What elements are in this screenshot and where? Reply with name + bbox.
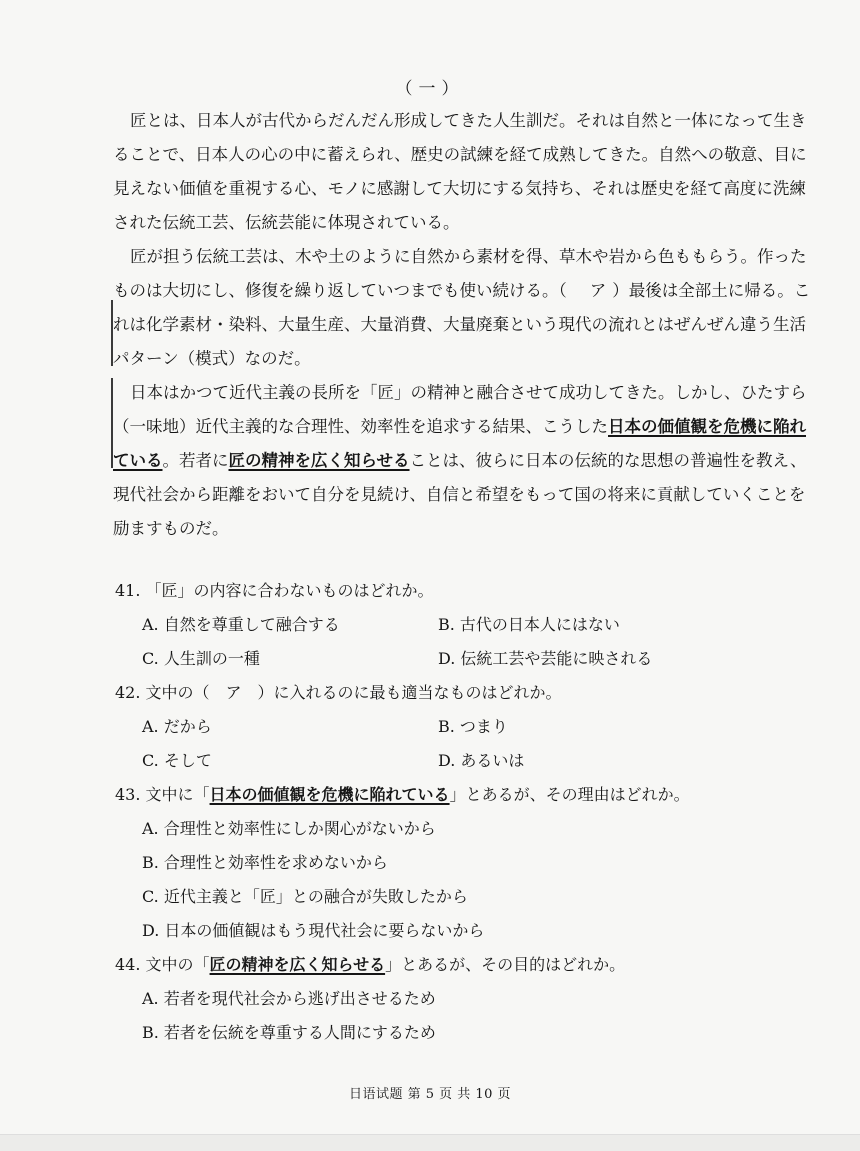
question-41-option-b: B. 古代の日本人にはない — [438, 615, 620, 634]
page-bottom-edge — [0, 1134, 860, 1151]
question-44-quoted-phrase: 匠の精神を広く知らせる — [209, 955, 386, 974]
blank-a-label: ア — [589, 281, 607, 300]
paragraph-3-text-end: ことは、彼らに日本の伝統的な思想の普遍性を教え、現代社会から距離をおいて自分を見続け、自信と希望をもって国の将来に貢献していくことを励ますものだ。 — [113, 451, 807, 538]
question-43-stem-end: 」とあるが、その理由はどれか。 — [449, 785, 690, 804]
question-43-option-a: A. 合理性と効率性にしか関心がないから — [142, 819, 436, 838]
question-42-options-row-1 — [115, 710, 815, 744]
question-43-option-b: B. 合理性と効率性を求めないから — [142, 853, 388, 872]
question-43-option-c: C. 近代主義と「匠」との融合が失敗したから — [142, 887, 468, 906]
question-42-option-a: A. だから — [142, 717, 212, 736]
paragraph-2-text-start: 匠が担う伝統工芸は、木や土のように自然から素材を得、草木や岩から色ももらう。作ったものは大切にし、修復を繰り返していつまでも使い続ける。（ — [113, 247, 807, 300]
question-43-stem — [115, 778, 815, 812]
question-44-stem-end: 」とあるが、その目的はどれか。 — [385, 955, 626, 974]
question-41-options-row-2 — [115, 642, 815, 676]
question-41-option-d: D. 伝統工芸や芸能に映される — [438, 649, 653, 668]
question-44-option-b: B. 若者を伝統を尊重する人間にするため — [142, 1023, 436, 1042]
question-43-option-d: D. 日本の価値観はもう現代社会に要らないから — [142, 921, 485, 940]
question-42-options-row-2 — [115, 744, 815, 778]
reading-passage — [113, 104, 813, 546]
question-41-options-row-1 — [115, 608, 815, 642]
question-42-option-c: C. そして — [142, 751, 212, 770]
section-title: （一） — [395, 79, 465, 99]
question-44-option-a: A. 若者を現代社会から逃げ出させるため — [142, 989, 436, 1008]
question-42-stem: 42. 文中の（ ア ）に入れるのに最も適当なものはどれか。 — [115, 683, 562, 702]
paragraph-2 — [113, 240, 813, 376]
underlined-phrase-values: 日本の価値観を危機に陥れている — [113, 417, 806, 470]
question-44-stem-start: 44. 文中の「 — [115, 955, 210, 974]
paragraph-3-text-mid: 。若者に — [162, 451, 229, 470]
paragraph-1-text: 匠とは、日本人が古代からだんだん形成してきた人生訓だ。それは自然と一体になって生きることで、日本人の心の中に蓄えられ、歴史の試練を経て成熟してきた。自然への敬意、目に見えない価値を重視する心、モノに感謝して大切にする気持ち、それは歴史を経て高度に洗練された伝統工芸、伝統芸能に体現されている。 — [113, 111, 807, 232]
question-list — [115, 574, 815, 1050]
question-41-option-c: C. 人生訓の一種 — [142, 649, 260, 668]
question-41-stem: 41. 「匠」の内容に合わないものはどれか。 — [115, 581, 434, 600]
question-44-stem — [115, 948, 815, 982]
paragraph-3 — [113, 376, 813, 546]
page-footer: 日语试题 第 5 页 共 10 页 — [348, 1087, 512, 1102]
question-42-option-b: B. つまり — [438, 717, 508, 736]
question-42-option-d: D. あるいは — [438, 751, 525, 770]
paragraph-1 — [113, 104, 813, 240]
underlined-phrase-spirit: 匠の精神を広く知らせる — [228, 451, 410, 470]
paragraph-2-text-end: ）最後は全部土に帰る。これは化学素材・染料、大量生産、大量消費、大量廃棄という現代の流れとはぜんぜん違う生活パターン（模式）なのだ。 — [113, 281, 811, 368]
paragraph-3-text-start: 日本はかつて近代主義の長所を「匠」の精神と融合させて成功してきた。しかし、ひたすら（一味地）近代主義的な合理性、効率性を追求する結果、こうした — [113, 383, 807, 436]
question-43-quoted-phrase: 日本の価値観を危機に陥れている — [209, 785, 450, 804]
question-43-stem-start: 43. 文中に「 — [115, 785, 210, 804]
question-41-option-a: A. 自然を尊重して融合する — [142, 615, 340, 634]
